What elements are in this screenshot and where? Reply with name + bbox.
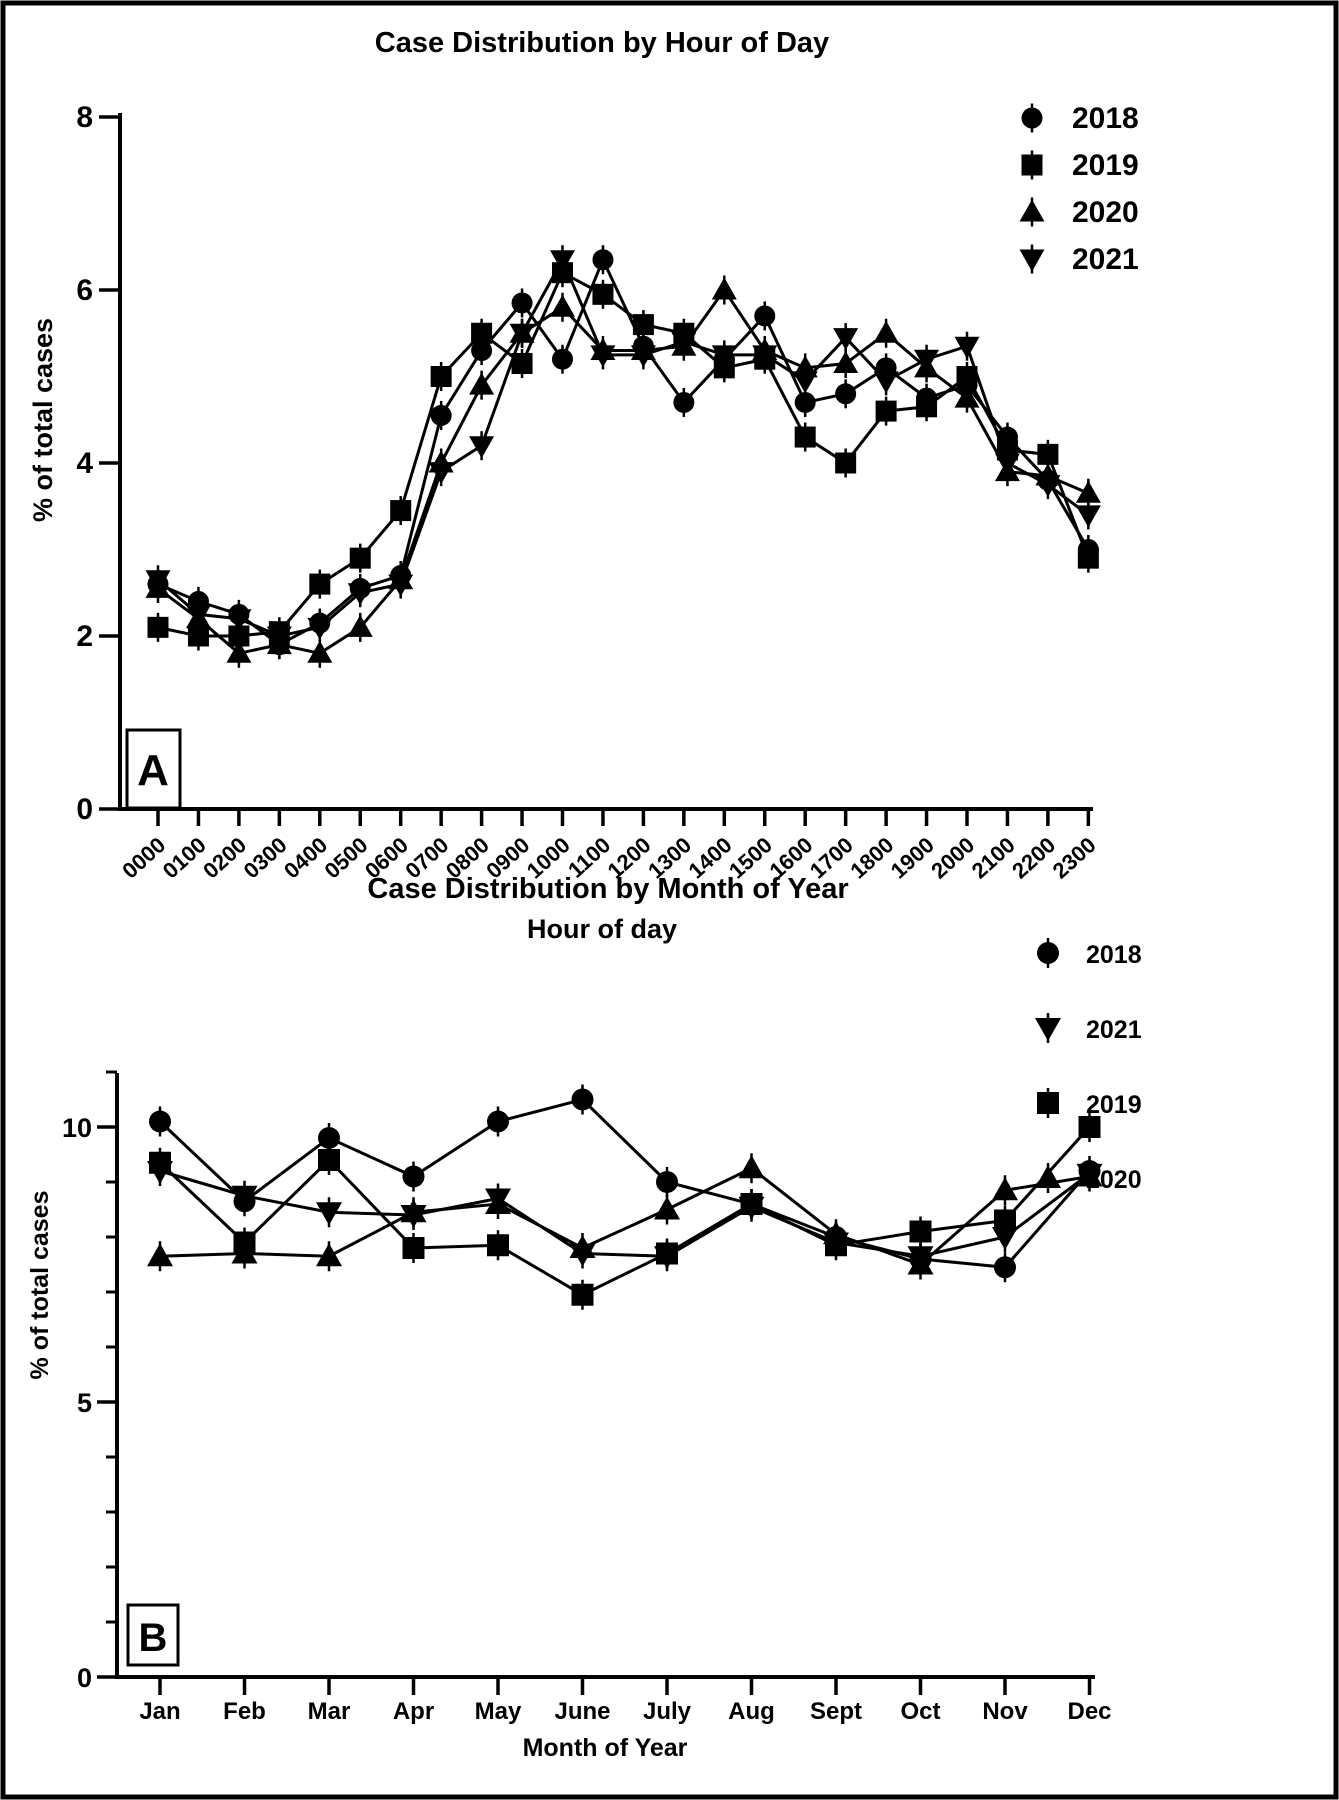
x-tick-label: 2200 bbox=[1007, 832, 1061, 884]
circle-marker bbox=[754, 305, 775, 326]
x-tick-label: 1300 bbox=[643, 832, 697, 884]
panel-b-x-axis-label: Month of Year bbox=[522, 1734, 688, 1762]
x-tick-label: 1600 bbox=[764, 832, 818, 884]
square-legend-icon bbox=[1037, 1092, 1059, 1114]
square-marker bbox=[403, 1237, 425, 1259]
panel-b-letter: B bbox=[138, 1616, 168, 1660]
circle-marker bbox=[656, 1171, 678, 1193]
x-tick-label: May bbox=[474, 1698, 522, 1725]
circle-marker bbox=[835, 383, 856, 404]
circle-marker bbox=[512, 292, 533, 313]
square-marker bbox=[916, 396, 937, 417]
square-marker bbox=[512, 353, 533, 374]
x-tick-label: Jan bbox=[139, 1698, 181, 1725]
square-marker bbox=[309, 574, 330, 595]
circle-marker bbox=[592, 249, 613, 270]
legend-label: 2020 bbox=[1072, 196, 1139, 229]
square-marker bbox=[876, 401, 897, 422]
circle-marker bbox=[552, 349, 573, 370]
y-tick-label: 8 bbox=[76, 101, 93, 134]
y-tick-label: 10 bbox=[61, 1113, 92, 1143]
square-marker bbox=[795, 427, 816, 448]
y-tick-label: 4 bbox=[76, 447, 93, 480]
square-marker bbox=[431, 366, 452, 387]
legend-label: 2019 bbox=[1086, 1091, 1142, 1119]
x-tick-label: 0900 bbox=[481, 832, 535, 884]
x-tick-label: 1900 bbox=[885, 832, 939, 884]
circle-marker bbox=[403, 1166, 425, 1188]
square-marker bbox=[572, 1284, 594, 1306]
x-tick-label: Sept bbox=[809, 1698, 863, 1725]
square-marker bbox=[592, 284, 613, 305]
legend-label: 2019 bbox=[1072, 149, 1139, 182]
panel-b-y-axis-label: % of total cases bbox=[26, 1190, 54, 1380]
square-marker bbox=[1078, 548, 1099, 569]
x-tick-label: Aug bbox=[728, 1698, 775, 1725]
square-marker bbox=[910, 1221, 932, 1243]
legend-label: 2018 bbox=[1086, 941, 1142, 969]
x-tick-label: 1000 bbox=[521, 832, 575, 884]
legend-label: 2021 bbox=[1086, 1016, 1142, 1044]
x-tick-label: Feb bbox=[223, 1698, 266, 1725]
square-marker bbox=[835, 453, 856, 474]
circle-legend-icon bbox=[1022, 108, 1043, 129]
square-marker bbox=[148, 617, 169, 638]
y-tick-label: 6 bbox=[76, 274, 93, 307]
y-tick-label: 0 bbox=[76, 1663, 92, 1693]
square-marker bbox=[350, 548, 371, 569]
y-tick-label: 2 bbox=[76, 620, 93, 653]
x-tick-label: 2100 bbox=[966, 832, 1020, 884]
x-tick-label: 1200 bbox=[602, 832, 656, 884]
circle-marker bbox=[572, 1089, 594, 1111]
x-tick-label: June bbox=[554, 1698, 611, 1725]
x-tick-label: 1500 bbox=[723, 832, 778, 884]
square-marker bbox=[487, 1234, 509, 1256]
x-tick-label: 0700 bbox=[400, 832, 454, 884]
circle-marker bbox=[431, 405, 452, 426]
x-tick-label: Oct bbox=[900, 1698, 941, 1725]
x-tick-label: 1400 bbox=[683, 832, 737, 884]
panel-a-x-axis-label: Hour of day bbox=[526, 914, 678, 944]
square-marker bbox=[471, 323, 492, 344]
y-tick-label: 0 bbox=[76, 793, 93, 826]
y-tick-label: 5 bbox=[76, 1388, 92, 1418]
x-tick-label: 0600 bbox=[359, 832, 414, 884]
x-tick-label: 1700 bbox=[804, 832, 858, 884]
circle-marker bbox=[149, 1111, 171, 1133]
circle-marker bbox=[673, 392, 694, 413]
x-tick-label: 0200 bbox=[198, 832, 252, 884]
square-legend-icon bbox=[1022, 155, 1043, 176]
circle-legend-icon bbox=[1037, 942, 1059, 964]
circle-marker bbox=[994, 1256, 1016, 1278]
x-tick-label: Mar bbox=[307, 1698, 351, 1725]
legend-label: 2021 bbox=[1072, 243, 1139, 276]
panel-b-title: Case Distribution by Month of Year bbox=[367, 873, 849, 905]
square-marker bbox=[390, 500, 411, 521]
x-tick-label: 0000 bbox=[117, 832, 171, 884]
panel-a-title: Case Distribution by Hour of Day bbox=[374, 27, 830, 59]
square-marker bbox=[633, 314, 654, 335]
x-tick-label: July bbox=[642, 1698, 692, 1725]
x-tick-label: 1800 bbox=[845, 832, 899, 884]
panel-a-letter: A bbox=[137, 746, 169, 795]
x-tick-label: 2300 bbox=[1047, 832, 1101, 884]
circle-marker bbox=[487, 1111, 509, 1133]
x-tick-label: 1100 bbox=[563, 832, 616, 883]
x-tick-label: Apr bbox=[392, 1698, 435, 1725]
x-tick-label: Nov bbox=[982, 1698, 1028, 1725]
square-marker bbox=[318, 1149, 340, 1171]
x-tick-label: 0800 bbox=[440, 832, 494, 884]
x-tick-label: Dec bbox=[1067, 1698, 1112, 1725]
x-tick-label: 0500 bbox=[319, 832, 373, 884]
x-tick-label: 2000 bbox=[926, 832, 980, 884]
legend-label: 2018 bbox=[1072, 102, 1139, 135]
x-tick-label: 0300 bbox=[238, 832, 292, 884]
x-tick-label: 0400 bbox=[279, 832, 333, 884]
legend-label: 2020 bbox=[1086, 1166, 1142, 1194]
panel-a-y-axis-label: % of total cases bbox=[28, 317, 58, 523]
square-marker bbox=[1079, 1116, 1101, 1138]
x-tick-label: 0100 bbox=[157, 832, 211, 884]
